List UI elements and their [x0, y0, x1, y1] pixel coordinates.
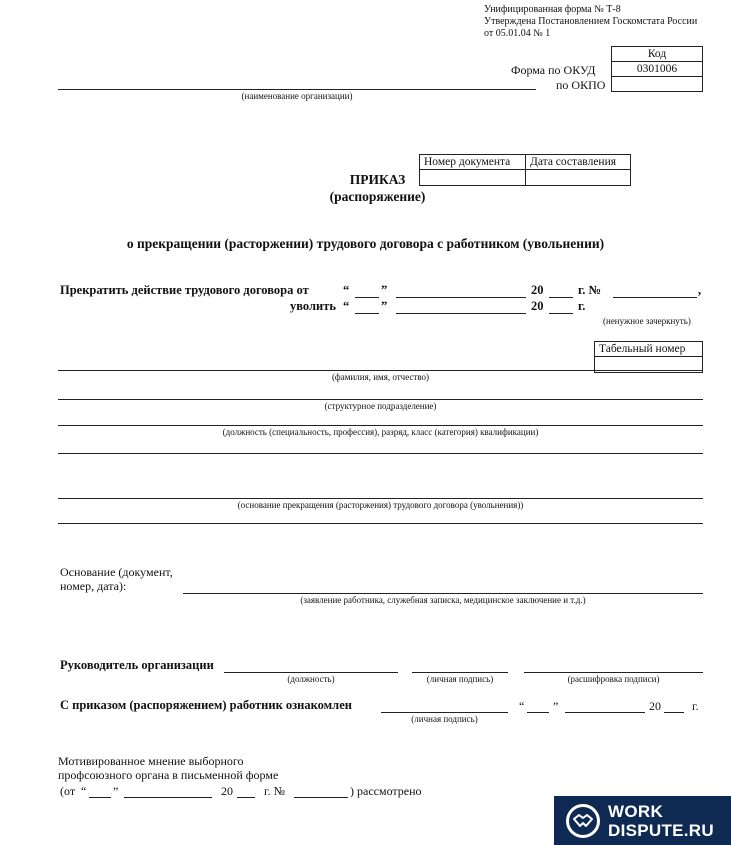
month-line-2[interactable]: [396, 313, 526, 314]
acq-signature-caption: (личная подпись): [411, 714, 478, 724]
acq-month-line[interactable]: [565, 712, 645, 713]
day-line-1[interactable]: [355, 297, 379, 298]
ground-line-3[interactable]: [58, 523, 703, 524]
doc-date-header: Дата составления: [526, 155, 631, 170]
union-end: ) рассмотрено: [350, 784, 422, 798]
ground-line-1[interactable]: [58, 453, 703, 454]
quote-open-2: “: [343, 299, 350, 313]
org-name-caption: (наименование организации): [241, 91, 353, 101]
form-header: [484, 4, 697, 40]
acq-quote-close: ”: [553, 699, 559, 713]
division-caption: (структурное подразделение): [324, 401, 437, 411]
day-line-2[interactable]: [355, 313, 379, 314]
tab-number-header: Табельный номер: [595, 342, 703, 357]
year-line-2[interactable]: [549, 313, 573, 314]
terminate-text: Прекратить действие трудового договора от: [60, 283, 309, 297]
order-title-line2: (распоряжение): [329, 189, 426, 204]
union-year-prefix: 20: [221, 784, 233, 798]
fio-line[interactable]: [58, 370, 703, 371]
union-text: [58, 754, 278, 782]
tab-number-table: [594, 341, 703, 373]
head-position-caption: (должность): [287, 674, 335, 684]
comma: ,: [698, 283, 702, 297]
union-year-line[interactable]: [237, 797, 255, 798]
badge-line2: DISPUTE.RU: [608, 820, 714, 840]
doc-number-cell[interactable]: [420, 170, 526, 186]
okpo-label: по ОКПО: [556, 78, 606, 92]
year-line-1[interactable]: [549, 297, 573, 298]
order-title-line1: ПРИКАЗ: [349, 172, 406, 187]
position-line[interactable]: [58, 425, 703, 426]
union-from: (от: [60, 784, 76, 798]
okpo-code[interactable]: [612, 77, 703, 92]
okud-label: Форма по ОКУД: [511, 63, 596, 77]
contract-number-line[interactable]: [613, 297, 697, 298]
form-name: Унифицированная форма № Т-8: [484, 4, 621, 15]
basis-label-line2: номер, дата):: [60, 579, 127, 593]
acq-day-line[interactable]: [527, 712, 549, 713]
year-suffix-2: г.: [578, 299, 586, 313]
basis-line[interactable]: [183, 593, 703, 594]
acq-quote-open: “: [519, 699, 525, 713]
basis-label: [60, 565, 173, 593]
union-month-line[interactable]: [124, 797, 212, 798]
org-name-line[interactable]: [58, 89, 536, 90]
union-number-label: г. №: [264, 784, 286, 798]
ground-caption: (основание прекращения (расторжения) трудового договора (увольнения)): [237, 500, 524, 510]
acq-signature-line[interactable]: [381, 712, 508, 713]
quote-close-1: ”: [381, 283, 388, 297]
doc-date-cell[interactable]: [526, 170, 631, 186]
union-quote-close: ”: [113, 784, 119, 798]
acquainted-label: С приказом (распоряжением) работник ознакомлен: [60, 698, 352, 712]
okud-code[interactable]: 0301006: [612, 62, 703, 77]
badge-line1: WORK: [608, 801, 664, 821]
union-line2: профсоюзного органа в письменной форме: [58, 768, 279, 782]
head-decode-line[interactable]: [524, 672, 703, 673]
quote-open-1: “: [343, 283, 350, 297]
handshake-icon: [566, 804, 600, 838]
badge-text: [608, 802, 714, 840]
kod-header: Код: [612, 47, 703, 62]
year-suffix-1: г. №: [578, 283, 602, 297]
union-number-line[interactable]: [294, 797, 348, 798]
head-signature-line[interactable]: [412, 672, 508, 673]
position-caption: (должность (специальность, профессия), разряд, класс (категория) квалификации): [222, 427, 539, 437]
acq-year-line[interactable]: [664, 712, 684, 713]
site-badge: [554, 796, 731, 845]
head-signature-caption: (личная подпись): [426, 674, 494, 684]
order-title: [320, 171, 435, 205]
month-line-1[interactable]: [396, 297, 526, 298]
acq-year-suffix: г.: [692, 699, 699, 713]
head-decode-caption: (расшифровка подписи): [567, 674, 660, 684]
division-line[interactable]: [58, 399, 703, 400]
quote-close-2: ”: [381, 299, 388, 313]
year-prefix-2: 20: [531, 299, 544, 313]
approval-date: от 05.01.04 № 1: [484, 28, 551, 39]
doc-number-header: Номер документа: [420, 155, 526, 170]
doc-number-table: [419, 154, 631, 186]
basis-label-line1: Основание (документ,: [60, 565, 173, 579]
order-subject: о прекращении (расторжении) трудового договора с работником (увольнении): [126, 236, 605, 251]
head-position-line[interactable]: [224, 672, 398, 673]
union-quote-open: “: [81, 784, 87, 798]
basis-caption: (заявление работника, служебная записка, медицинское заключение и т.д.): [300, 595, 586, 605]
year-prefix-1: 20: [531, 283, 544, 297]
union-line1: Мотивированное мнение выборного: [58, 754, 244, 768]
ground-line-2[interactable]: [58, 498, 703, 499]
head-label: Руководитель организации: [60, 658, 214, 672]
fio-caption: (фамилия, имя, отчество): [331, 372, 430, 382]
strike-note: (ненужное зачеркнуть): [603, 316, 691, 326]
codes-table: [611, 46, 703, 92]
dismiss-text: уволить: [290, 299, 336, 313]
approval-text: Утверждена Постановлением Госкомстата России: [484, 16, 698, 27]
acq-year-prefix: 20: [649, 699, 661, 713]
union-day-line[interactable]: [89, 797, 111, 798]
